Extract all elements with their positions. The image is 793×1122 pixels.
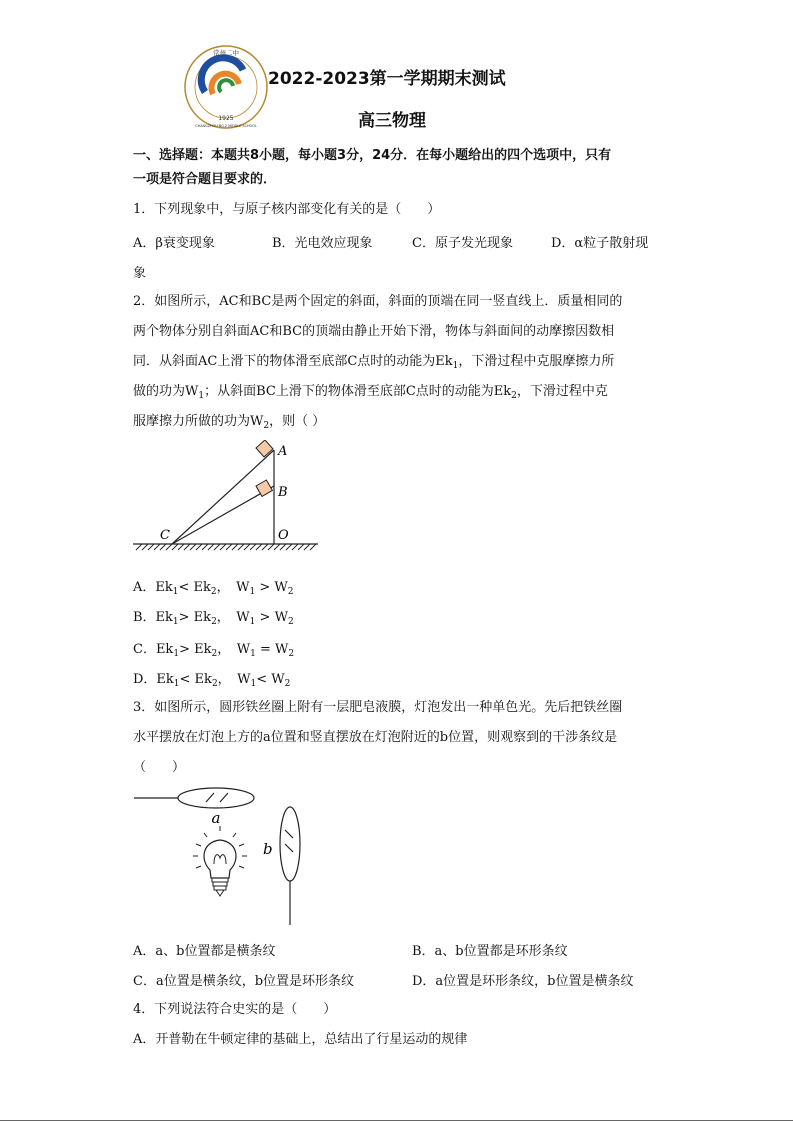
q3-option-b: B．a、b位置都是环形条纹 — [412, 944, 568, 959]
school-logo — [183, 44, 269, 130]
q2-option-b: B．$Ek_1> Ek_2$， $W_1 > W_2$ — [133, 610, 294, 627]
svg-text:CHANGZHOU NO.2 MIDDLE SCHOOL: CHANGZHOU NO.2 MIDDLE SCHOOL — [195, 124, 257, 128]
page-bottom-rule — [0, 1120, 793, 1121]
soap-film-diagram — [130, 784, 310, 929]
q1-option-c: C．原子发光现象 — [412, 236, 513, 251]
svg-text:b: b — [263, 840, 273, 858]
section-heading-line1: 一、选择题：本题共8小题，每小题3分，24分．在每小题给出的四个选项中，只有 — [133, 148, 612, 163]
q2-stem-line5: 服摩擦力所做的功为$W_2$，则（ ） — [133, 414, 326, 431]
q3-option-d: D．a位置是环形条纹，b位置是横条纹 — [412, 974, 634, 989]
q3-stem-line2: 水平摆放在灯泡上方的a位置和竖直摆放在灯泡附近的b位置，则观察到的干涉条纹是 — [133, 730, 618, 745]
incline-diagram — [130, 440, 330, 555]
svg-text:a: a — [211, 809, 221, 827]
q1-option-a: A．β衰变现象 — [133, 236, 215, 251]
svg-text:B: B — [278, 485, 288, 500]
q3-option-a: A．a、b位置都是横条纹 — [133, 944, 276, 959]
svg-text:常州二中: 常州二中 — [213, 49, 239, 57]
q3-stem-line1: 3．如图所示，圆形铁丝圈上附有一层肥皂液膜，灯泡发出一种单色光。先后把铁丝圈 — [133, 700, 623, 715]
svg-text:1925: 1925 — [218, 115, 234, 122]
exam-title: 2022-2023第一学期期末测试 — [268, 69, 506, 89]
q2-stem-line2: 两个物体分别自斜面AC和BC的顶端由静止开始下滑，物体与斜面间的动摩擦因数相 — [133, 324, 615, 339]
svg-text:O: O — [278, 528, 289, 543]
q2-stem-line4: 做的功为$W_1$；从斜面BC上滑下的物体滑至底部C点时的动能为$Ek_2$，下滑过程中克 — [133, 384, 608, 401]
q3-option-c: C．a位置是横条纹，b位置是环形条纹 — [133, 974, 355, 989]
q2-stem-line3: 同．从斜面AC上滑下的物体滑至底部C点时的动能为$Ek_1$，下滑过程中克服摩擦力所 — [133, 354, 615, 371]
svg-text:C: C — [160, 528, 170, 543]
q4-stem: 4．下列说法符合史实的是（ ） — [133, 1002, 337, 1017]
q1-option-d-wrap: 象 — [133, 266, 147, 281]
q2-stem-line1: 2．如图所示，AC和BC是两个固定的斜面，斜面的顶端在同一竖直线上．质量相同的 — [133, 294, 623, 309]
q1-option-d: D．α粒子散射现 — [551, 236, 649, 251]
q1-option-b: B．光电效应现象 — [272, 236, 373, 251]
exam-subtitle: 高三物理 — [358, 111, 426, 131]
q4-option-a: A．开普勒在牛顿定律的基础上，总结出了行星运动的规律 — [133, 1032, 468, 1047]
svg-text:A: A — [278, 444, 288, 459]
q1-stem: 1．下列现象中，与原子核内部变化有关的是（ ） — [133, 202, 441, 217]
q2-option-d: D．$Ek_1< Ek_2$， $W_1< W_2$ — [133, 672, 291, 689]
section-heading-line2: 一项是符合题目要求的． — [133, 172, 277, 187]
q2-option-a: A．$Ek_1< Ek_2$， $W_1 > W_2$ — [133, 580, 294, 597]
q2-option-c: C．$Ek_1> Ek_2$， $W_1 = W_2$ — [133, 642, 295, 659]
q3-stem-line3: （ ） — [133, 760, 186, 775]
